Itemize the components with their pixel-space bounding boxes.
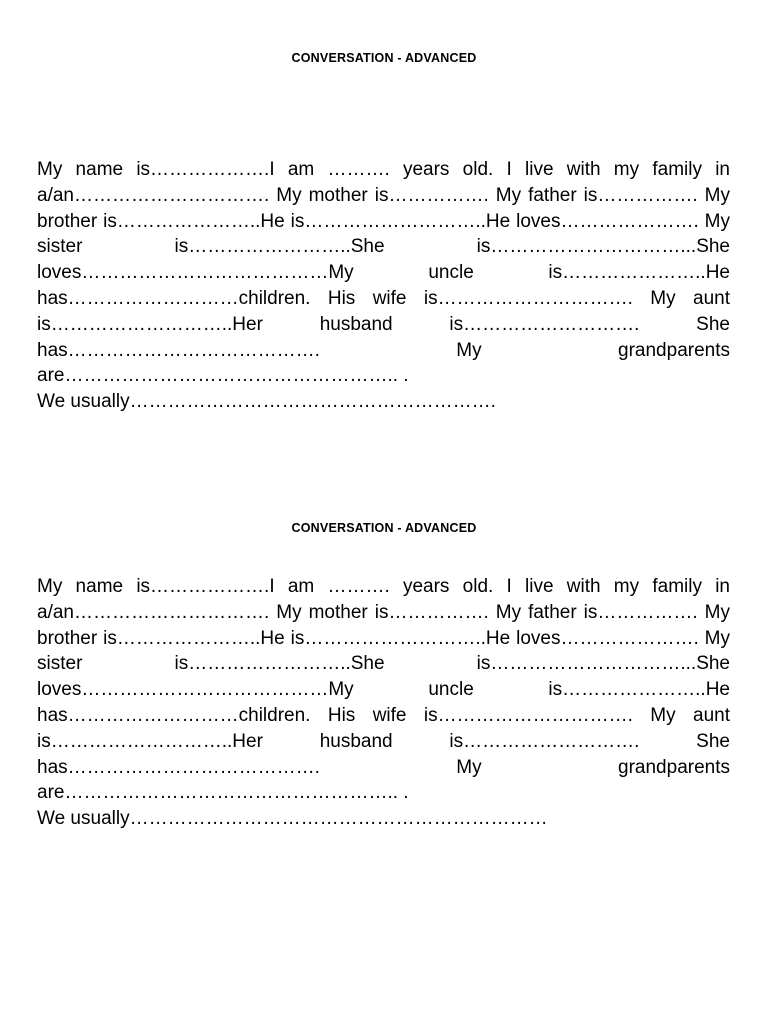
passage-body: My name is……………….I am ………. years old. I live with my family in a/an…………………………. My mother is……………. My father is……………. My brother is…………………..He is………………………..He loves…………………. My sister is……………………..She is…………………………...She loves…………………………………My uncle is…………………..He has………………………children. His wife is…………………………. My aunt is………………………..Her husband is………………………. She has…………………………………. My grandparents are…………………………………………….. . [37, 576, 730, 804]
worksheet-title: CONVERSATION - ADVANCED [291, 51, 477, 65]
passage-last-line: We usually…………………………………………………. [37, 391, 496, 413]
fill-in-passage [37, 157, 730, 415]
worksheet-title: CONVERSATION - ADVANCED [291, 521, 477, 535]
passage-body: My name is……………….I am ………. years old. I live with my family in a/an…………………………. My mother is……………. My father is……………. My brother is…………………..He is………………………..He loves…………………. My sister is……………………..She is…………………………...She loves…………………………………My uncle is…………………..He has………………………children. His wife is…………………………. My aunt is………………………..Her husband is………………………. She has…………………………………. My grandparents are…………………………………………….. . [37, 159, 730, 387]
fill-in-passage [37, 574, 730, 832]
passage-last-line: We usually………………………………………………………… [37, 808, 548, 830]
